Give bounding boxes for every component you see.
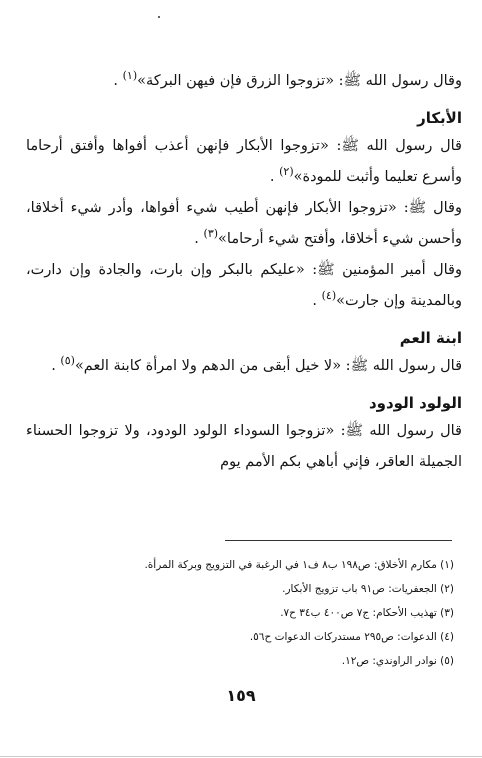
paragraph-text: وقال رسول الله ﷺ: «تزوجوا الزرق فإن فيهن البركة» xyxy=(137,73,462,89)
print-speck xyxy=(158,16,160,18)
footnote-ref: (٣) xyxy=(203,227,219,241)
footnote-3: (٣) تهذيب الأحكام: ج٧ ص٤٠٠ ب٣٤ ح٧. xyxy=(280,607,454,619)
section-heading-abkar: الأبكار xyxy=(417,109,462,127)
paragraph-abkar-1 xyxy=(26,131,462,193)
footnote-2: (٢) الجعفريات: ص٩١ باب تزويج الأبكار. xyxy=(282,583,454,595)
paragraph-end: . xyxy=(113,73,119,89)
footnote-4: (٤) الدعوات: ص٢٩٥ مستدركات الدعوات ح٥٦. xyxy=(249,631,454,643)
footnote-separator xyxy=(225,540,452,541)
section-heading-walud: الولود الودود xyxy=(368,394,462,412)
footnote-ref: (٢) xyxy=(279,165,294,179)
footnote-5: (٥) نوادر الراوندي: ص١٢. xyxy=(341,655,454,667)
footnote-ref: (١) xyxy=(122,69,138,83)
paragraph-end: . xyxy=(269,169,275,185)
paragraph-ibnat-al-am xyxy=(26,351,462,382)
paragraph-text: وقال أمير المؤمنين ﷺ: «عليكم بالبكر وإن بارت، والجادة وإن دارت، وبالمدينة وإن جارت» xyxy=(26,262,462,309)
paragraph-abkar-2 xyxy=(26,193,462,255)
footnotes xyxy=(40,553,454,673)
paragraph-text: وقال ﷺ: «تزوجوا الأبكار فإنهن أطيب شيء أفواها، وأدر شيء أخلاقا، وأحسن شيء أخلاقا، وأفتح شيء أرحاما» xyxy=(26,200,462,247)
paragraph-walud xyxy=(26,416,462,478)
paragraph-end: . xyxy=(51,358,56,374)
footnote-ref: (٤) xyxy=(321,289,337,303)
paragraph-end: . xyxy=(312,293,318,309)
page-number: ١٥٩ xyxy=(226,686,256,705)
paragraph-text: قال رسول الله ﷺ: «تزوجوا الأبكار فإنهن أعذب أفواها وأفتق أرحاما وأسرع تعليما وأثبت للمودة» xyxy=(26,138,462,185)
footnote-1: (١) مكارم الأخلاق: ص١٩٨ ب٨ ف١ في الرغبة في التزويج وبركة المرأة. xyxy=(144,559,454,571)
paragraph-text: قال رسول الله ﷺ: «لا خيل أبقى من الدهم ولا امرأة كابنة العم» xyxy=(74,358,462,374)
paragraph-end: . xyxy=(194,231,199,247)
paragraph-abkar-3 xyxy=(26,255,462,317)
section-heading-ibnat-al-am: ابنة العم xyxy=(399,329,462,347)
page-edge-line xyxy=(0,756,482,757)
page-body xyxy=(26,66,462,478)
paragraph-zarqa xyxy=(26,66,462,97)
paragraph-text: قال رسول الله ﷺ: «تزوجوا السوداء الولود الودود، ولا تزوجوا الحسناء الجميلة العاقر، فإني أباهي بكم الأمم يوم xyxy=(26,423,462,470)
footnote-ref: (٥) xyxy=(60,354,75,368)
